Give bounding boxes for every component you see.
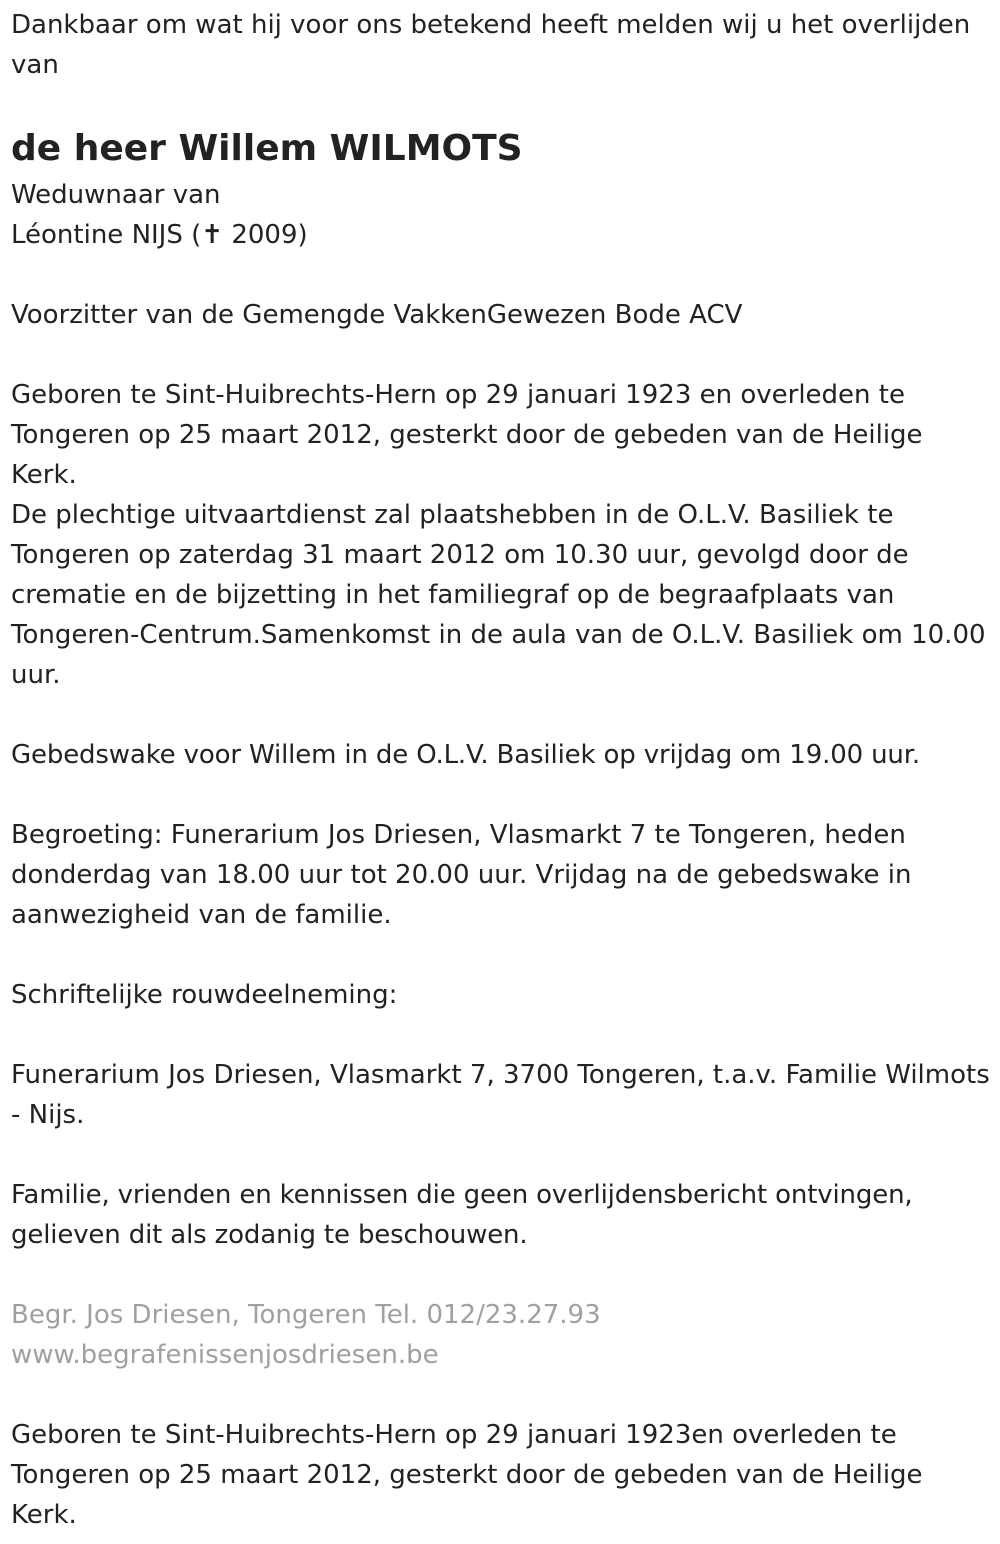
role-text: Voorzitter van de Gemengde VakkenGewezen Bode ACV <box>11 300 743 330</box>
deceased-name: de heer Willem WILMOTS <box>11 128 523 169</box>
spacer <box>11 335 990 375</box>
widower-of-label: Weduwnaar van <box>11 180 221 210</box>
notice-text: Familie, vrienden en kennissen die geen overlijdensbericht ontvingen, gelieven dit als zodanig te beschouwen. <box>11 1180 913 1250</box>
spacer <box>11 1015 990 1055</box>
undertaker-line: Begr. Jos Driesen, Tongeren Tel. 012/23.27.93 <box>11 1300 601 1330</box>
spacer <box>11 255 990 295</box>
funeral-text: De plechtige uitvaartdienst zal plaatshebben in de O.L.V. Basiliek te Tongeren op zaterdag 31 maart 2012 om 10.30 uur, gevolgd door de crematie en de bijzetting in het familiegraf op de begraafplaats van Tongeren-Centrum.Samenkomst in de aula van de O.L.V. Basiliek om 10.00 uur. <box>11 500 986 690</box>
greeting-text: Begroeting: Funerarium Jos Driesen, Vlasmarkt 7 te Tongeren, heden donderdag van 18.00 uur tot 20.00 uur. Vrijdag na de gebedswake in aanwezigheid van de familie. <box>11 820 912 930</box>
spacer <box>11 1135 990 1175</box>
birth-death-text: Geboren te Sint-Huibrechts-Hern op 29 januari 1923 en overleden te Tongeren op 25 maart 2012, gesterkt door de gebeden van de Heilige Kerk. <box>11 380 923 490</box>
spacer <box>11 935 990 975</box>
birth-death-repeat-text: Geboren te Sint-Huibrechts-Hern op 29 januari 1923en overleden te Tongeren op 25 maart 2012, gesterkt door de gebeden van de Heilige Kerk. <box>11 1420 923 1530</box>
vigil-text: Gebedswake voor Willem in de O.L.V. Basiliek op vrijdag om 19.00 uur. <box>11 740 921 770</box>
written-condolence-label: Schriftelijke rouwdeelneming: <box>11 980 398 1010</box>
spacer <box>11 1255 990 1295</box>
undertaker-website: www.begrafenissenjosdriesen.be <box>11 1340 439 1370</box>
spouse-name: Léontine NIJS (✝ 2009) <box>11 220 308 250</box>
address-text: Funerarium Jos Driesen, Vlasmarkt 7, 3700 Tongeren, t.a.v. Familie Wilmots - Nijs. <box>11 1060 990 1130</box>
intro-text: Dankbaar om wat hij voor ons betekend heeft melden wij u het overlijden van <box>11 10 971 80</box>
spacer <box>11 695 990 735</box>
spacer <box>11 1375 990 1415</box>
spacer <box>11 775 990 815</box>
